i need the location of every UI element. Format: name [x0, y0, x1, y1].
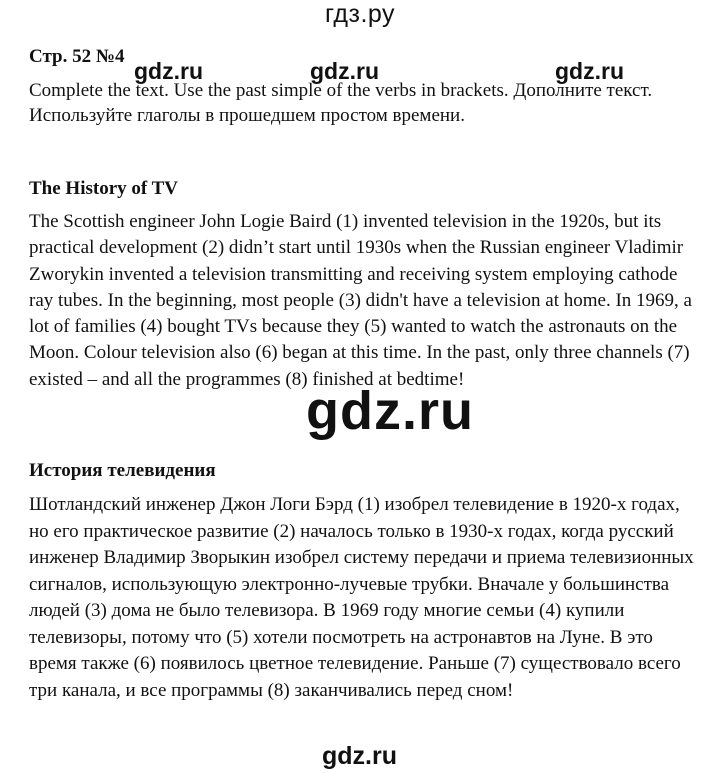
site-header: гдз.ру: [324, 0, 396, 28]
watermark-top-center: gdz.ru: [310, 58, 379, 84]
task-instruction: Complete the text. Use the past simple of the verbs in brackets. Дополните текст. Используйте глаголы в прошедшем простом времени.: [29, 80, 653, 126]
english-section-title: The History of TV: [29, 178, 179, 199]
watermark-top-left: gdz.ru: [134, 58, 203, 84]
watermark-top-right: gdz.ru: [555, 58, 624, 84]
russian-text: Шотландский инженер Джон Логи Бэрд (1) изобрел телевидение в 1920-х годах, но его практическое развитие (2) началось только в 1930-х годах, когда русский инженер Владимир Зворыкин изобрел систему передачи и приема телевизионных сигналов, использующую электронно-лучевые трубки. Вначале у большинства людей (3) дома не было телевизора. В 1969 году многие семьи (4) купили телевизоры, потому что (5) хотели посмотреть на астронавтов на Луне. В это время также (6) появилось цветное телевидение. Раньше (7) существовало всего три канала, и все программы (8) заканчивались перед сном!: [29, 494, 694, 701]
watermark-middle: gdz.ru: [306, 381, 474, 441]
english-text: The Scottish engineer John Logie Baird (1) invented television in the 1920s, but its practical development (2) didn’t start until 1930s when the Russian engineer Vladimir Zworykin invented a television transmitting and receiving system employing cathode ray tubes. In the beginning, most people (3) didn't have a television at home. In 1969, a lot of families (4) bought TVs because they (5) wanted to watch the astronauts on the Moon. Colour television also (6) began at this time. In the past, only three channels (7) existed – and all the programmes (8) finished at bedtime!: [29, 211, 692, 390]
russian-section-title: История телевидения: [29, 460, 216, 481]
watermark-footer: gdz.ru: [322, 742, 397, 770]
task-heading: Стр. 52 №4: [29, 46, 125, 67]
